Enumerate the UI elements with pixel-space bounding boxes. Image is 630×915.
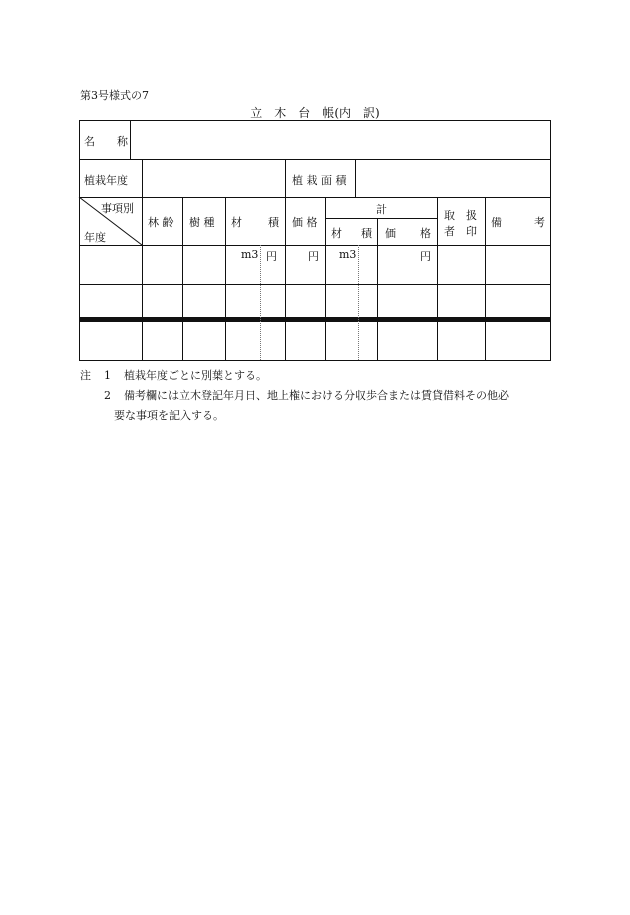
header-species: 樹 種 (189, 216, 215, 229)
table-border-bottom (79, 360, 551, 361)
header-total: 計 (376, 203, 387, 216)
planting-year-label: 植栽年度 (84, 174, 128, 187)
header-remarks-b: 考 (534, 216, 545, 229)
notes-section (80, 366, 560, 426)
row-divider-thick (79, 317, 551, 322)
header-handler-top: 取 扱 (444, 209, 477, 222)
col-divider-planting-area-label (285, 159, 286, 198)
col-divider-5 (325, 197, 326, 361)
unit-total-price-yen: 円 (420, 250, 431, 263)
name-label: 名 称 (84, 135, 128, 148)
diagonal-top-label: 事項別 (101, 202, 134, 215)
note-text: 植栽年度ごとに別葉とする。 (124, 369, 267, 382)
col-divider-planting-area (355, 159, 356, 198)
header-volume-b: 積 (268, 216, 279, 229)
row-divider-name (79, 159, 551, 160)
header-total-volume-a: 材 (331, 227, 342, 240)
note-text-continued: 要な事項を記入する。 (114, 409, 224, 422)
header-volume-a: 材 (231, 216, 242, 229)
col-divider-planting-year (142, 159, 143, 198)
note-item-continuation (80, 406, 560, 426)
unit-volume-m3: m3 (241, 248, 259, 261)
col-divider-6 (377, 218, 378, 361)
sub-divider-volume (260, 245, 261, 360)
note-item (80, 366, 560, 386)
col-divider-name (130, 120, 131, 160)
notes-label: 注 (80, 369, 91, 382)
col-divider-2 (182, 197, 183, 361)
table-border-top (79, 120, 551, 121)
header-total-volume-b: 積 (361, 227, 372, 240)
header-price: 価 格 (292, 216, 318, 229)
diagonal-bottom-label: 年度 (84, 231, 106, 244)
unit-volume-yen: 円 (266, 250, 277, 263)
col-divider-1 (142, 197, 143, 361)
note-item (80, 386, 560, 406)
document-title (0, 104, 630, 121)
sub-divider-total-volume (358, 245, 359, 360)
title-main: 立 木 台 帳 (250, 106, 335, 120)
note-text: 備考欄には立木登記年月日、地上権における分収歩合または賃貸借料その他必 (124, 389, 509, 402)
row-divider-total-sub (325, 218, 437, 219)
header-handler-bottom: 者 印 (444, 225, 477, 238)
unit-total-volume-m3: m3 (339, 248, 357, 261)
col-divider-4 (285, 197, 286, 361)
row-divider-planting (79, 197, 551, 198)
note-number: 1 (104, 369, 111, 382)
header-stand-age: 林 齢 (148, 216, 174, 229)
header-total-price-b: 格 (420, 227, 431, 240)
header-remarks-a: 備 (491, 216, 502, 229)
planting-area-label: 植 栽 面 積 (292, 174, 347, 187)
form-number: 第3号様式の7 (80, 89, 149, 102)
header-total-price-a: 価 (385, 227, 396, 240)
unit-price-yen: 円 (308, 250, 319, 263)
note-number: 2 (104, 389, 111, 402)
col-divider-3 (225, 197, 226, 361)
title-subtitle: (内 訳) (334, 106, 380, 120)
row-divider-header (79, 245, 551, 246)
col-divider-8 (485, 197, 486, 361)
table-border-right (550, 120, 551, 361)
col-divider-7 (437, 197, 438, 361)
row-divider-data-1 (79, 284, 551, 285)
